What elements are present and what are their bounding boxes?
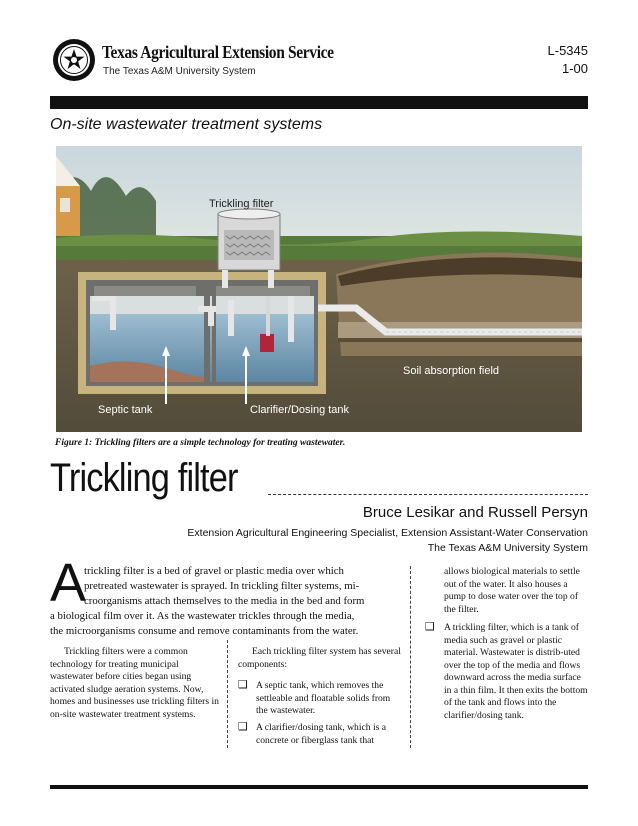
- column-2-paragraph: Each trickling filter system has several components:: [238, 646, 401, 670]
- title-dashed-rule: [268, 494, 588, 495]
- bullet-item: [256, 722, 402, 747]
- publication-date: 1-00: [561, 61, 588, 76]
- series-title: On-site wastewater treatment systems: [50, 116, 323, 133]
- label-soil-absorption-field: Soil absorption field: [403, 365, 500, 377]
- column-2: [238, 646, 402, 671]
- organization-subtitle: The Texas A&M University System: [103, 66, 256, 77]
- trickling-filter-diagram: [56, 146, 582, 432]
- intro-line: pretreated wastewater is sprayed. In trickling filter systems, mi-: [84, 580, 360, 592]
- authors: Bruce Lesikar and Russell Persyn: [362, 504, 588, 521]
- bullet-item: [256, 680, 402, 718]
- drop-cap: A: [50, 553, 87, 613]
- bullet-text: A septic tank, which removes the settleable and floatable solids from the wastewater.: [256, 680, 391, 716]
- figure-caption: Figure 1: Trickling filters are a simple technology for treating wastewater.: [55, 438, 346, 448]
- column-3-continuation: [444, 566, 590, 616]
- bullet-text: A trickling filter, which is a tank of media such as gravel or plastic material. Wastewater is distrib-uted over the top of the media and flows downward across the media surface in a thin film. It then exits the bottom of the tank and flows into the clarifier/dosing tank.: [444, 622, 588, 721]
- author-affiliation: [187, 526, 588, 556]
- intro-line: trickling filter is a bed of gravel or plastic media over which: [84, 565, 344, 577]
- publication-number: L-5345: [547, 43, 588, 58]
- label-septic-tank: Septic tank: [98, 404, 153, 416]
- affiliation-line-1: Extension Agricultural Engineering Specialist, Extension Assistant-Water Conservation: [187, 527, 588, 539]
- label-clarifier-dosing-tank: Clarifier/Dosing tank: [250, 404, 350, 416]
- checkbox-bullet-icon: ❑: [238, 678, 248, 691]
- label-trickling-filter: Trickling filter: [209, 198, 274, 210]
- organization-name: Texas Agricultural Extension Service: [102, 42, 334, 62]
- publication-info: [548, 42, 588, 78]
- column-3-paragraph: allows biological materials to settle out of the water. It also houses a pump to dose water over the top of the filter.: [444, 566, 580, 615]
- bullet-item: [444, 622, 590, 722]
- column-divider: [410, 566, 411, 748]
- intro-line: the microorganisms consume and remove contaminants from the water.: [50, 625, 359, 637]
- footer-rule: [50, 785, 588, 789]
- bullet-text: A clarifier/dosing tank, which is a concrete or fiberglass tank that: [256, 722, 387, 746]
- column-1-paragraph: Trickling filters were a common technology for treating municipal wastewater before cities began using activated sludge aeration systems. Now, homes and businesses use trickling filters in on-site wastewater treatment systems.: [50, 646, 219, 720]
- intro-line: croorganisms attach themselves to the media in the bed and form: [84, 595, 365, 607]
- affiliation-line-2: The Texas A&M University System: [427, 542, 588, 554]
- page-title: Trickling filter: [50, 456, 238, 500]
- intro-line: a biological film over it. As the wastewater trickles through the media,: [50, 610, 355, 622]
- checkbox-bullet-icon: ❑: [238, 720, 248, 733]
- header-rule: [50, 96, 588, 109]
- column-divider: [227, 640, 228, 748]
- checkbox-bullet-icon: ❑: [425, 620, 435, 633]
- texas-am-seal-logo: [52, 38, 96, 82]
- column-1: [50, 646, 220, 721]
